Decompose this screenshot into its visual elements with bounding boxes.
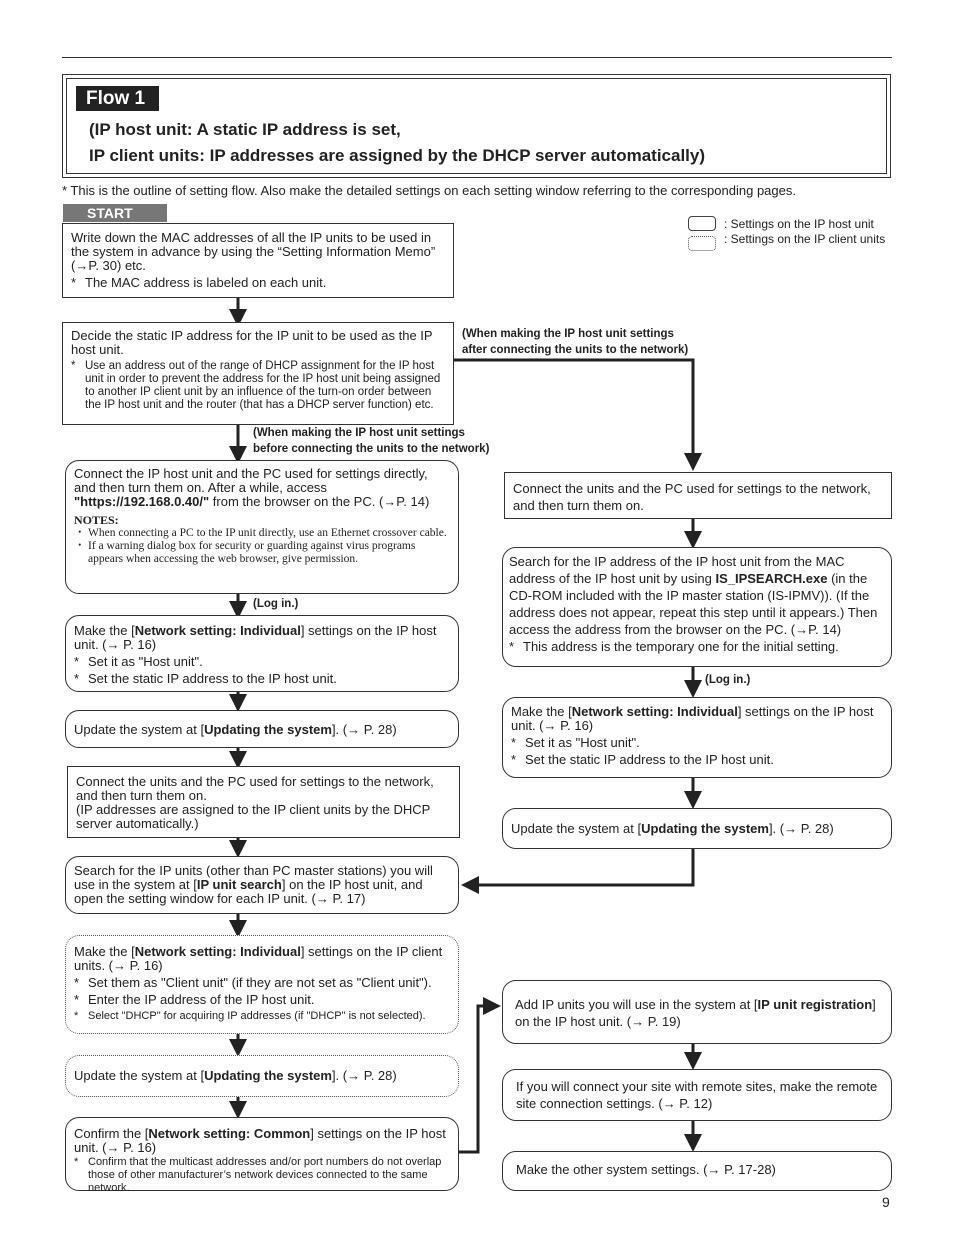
flow-label: Flow 1	[76, 86, 159, 111]
start-label: START	[63, 204, 167, 222]
connect-units-right: Connect the units and the PC used for settings to the network, and then turn them on.	[504, 472, 892, 519]
other-settings-step: Make the other system settings. (→ P. 17-28)	[502, 1151, 892, 1191]
outline-note: * This is the outline of setting flow. Also make the detailed settings on each setting window referring to the corresponding pages.	[62, 183, 796, 198]
mac-address-step: Write down the MAC addresses of all the IP units to be used in the system in advance by using the “Setting Information Memo” (→P. 30) etc. * The MAC address is labeled on each unit.	[62, 223, 454, 298]
flow-title-line2: IP client units: IP addresses are assigned by the DHCP server automatically)	[89, 146, 706, 165]
update-system-right: Update the system at [Updating the system]. (→ P. 28)	[502, 808, 892, 849]
static-ip-step: Decide the static IP address for the IP unit to be used as the IP host unit. * Use an address out of the range of DHCP assignment for the IP host unit in order to prevent the address for the IP host unit being assigned to another IP client unit by an influence of the turn-on order between the IP host unit and the router (that has a DHCP server function) etc.	[62, 322, 454, 425]
mac-note: The MAC address is labeled on each unit.	[85, 275, 327, 290]
net-individual-host-left: Make the [Network setting: Individual] settings on the IP host unit. (→ P. 16) * Set it as "Host unit". * Set the static IP address to the IP host unit.	[65, 615, 459, 692]
mac-text: Write down the MAC addresses of all the IP units to be used in the system in advance by using the “Setting Information Memo” (→P. 30) etc.	[71, 230, 436, 273]
connect-units-left: Connect the units and the PC used for settings to the network, and then turn them on. (IP addresses are assigned to the IP client units by the DHCP server automatically.)	[67, 766, 460, 838]
legend-host-label: : Settings on the IP host unit	[724, 217, 874, 231]
notes-heading: NOTES:	[74, 513, 119, 527]
annotation-after-network: (When making the IP host unit settings after connecting the units to the network)	[462, 328, 689, 356]
legend-host-swatch	[688, 216, 716, 231]
net-individual-host-right: Make the [Network setting: Individual] settings on the IP host unit. (→ P. 16) * Set it as "Host unit". * Set the static IP address to the IP host unit.	[502, 697, 892, 778]
update-system-client: Update the system at [Updating the system]. (→ P. 28)	[65, 1055, 459, 1097]
login-right: (Log in.)	[705, 674, 751, 686]
ip-unit-registration-step: Add IP units you will use in the system at [IP unit registration] on the IP host unit. (→ P. 19)	[502, 980, 892, 1044]
top-rule	[62, 57, 892, 58]
page-number: 9	[882, 1194, 890, 1210]
login-left: (Log in.)	[253, 598, 299, 610]
connect-pc-step: Connect the IP host unit and the PC used for settings directly, and then turn them on. After a while, access "https://192.168.0.40/" from the browser on the PC. (→P. 14) NOTES: ・ When connecting a PC to the IP unit directly, use an Ethernet crossover cable. ・ If a warning dialog box for security or guarding against virus programs appears when accessing the web browser, give permission.	[65, 460, 459, 594]
annotation-before-network: (When making the IP host unit settings before connecting the units to the network)	[253, 427, 490, 455]
ip-search-step: Search for the IP address of the IP host unit from the MAC address of the IP host unit by using IS_IPSEARCH.exe (in the CD-ROM included with the IP master station (IS-IPMV)). (If the address does not appear, repeat this step until it appears.) Then access the address from the browser on the PC. (→P. 14) * This address is the temporary one for the initial setting.	[502, 547, 892, 667]
net-individual-client: Make the [Network setting: Individual] settings on the IP client units. (→ P. 16) * Set them as "Client unit" (if they are not set as "Client unit"). * Enter the IP address of the IP host unit. * Select "DHCP" for acquiring IP addresses (if "DHCP" is not selected).	[65, 935, 459, 1034]
static-ip-text: Decide the static IP address for the IP unit to be used as the IP host unit.	[71, 328, 433, 357]
flow-title-line1: (IP host unit: A static IP address is set,	[89, 120, 401, 139]
static-ip-note: Use an address out of the range of DHCP assignment for the IP host unit in order to prevent the address for the IP host unit being assigned to another IP client unit by an influence of the turn-on order between the IP host unit and the router (that has a DHCP server function) etc.	[85, 360, 441, 411]
legend-client-swatch	[688, 236, 716, 251]
ip-unit-search-step: Search for the IP units (other than PC master stations) you will use in the system at [IP unit search] on the IP host unit, and open the setting window for each IP unit. (→ P. 17)	[65, 856, 459, 914]
network-common-step: Confirm the [Network setting: Common] settings on the IP host unit. (→ P. 16) * Confirm that the multicast addresses and/or port numbers do not overlap those of other manufacturer’s network devices connected to the same network.	[65, 1117, 459, 1191]
legend-client-label: : Settings on the IP client units	[724, 232, 886, 246]
update-system-left: Update the system at [Updating the system]. (→ P. 28)	[65, 710, 459, 748]
remote-site-step: If you will connect your site with remote sites, make the remote site connection settings. (→ P. 12)	[502, 1069, 892, 1121]
title-frame	[62, 74, 891, 178]
